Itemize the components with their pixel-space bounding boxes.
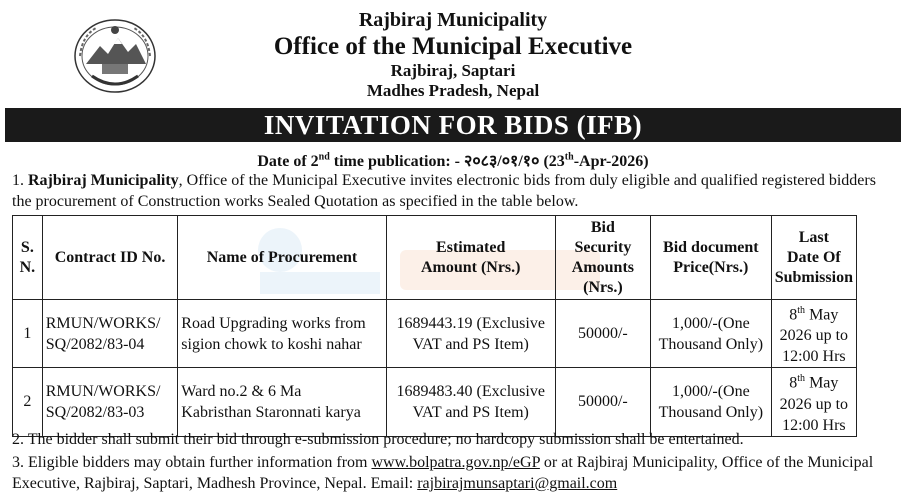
cell-document-price: 1,000/-(One Thousand Only): [650, 368, 771, 436]
header-bid-security: Bid Security Amounts (Nrs.): [555, 216, 650, 300]
office-name: Office of the Municipal Executive: [273, 33, 633, 60]
cell-procurement-name: Road Upgrading works from sigion chowk to koshi nahar: [178, 300, 386, 368]
cell-bid-security: 50000/-: [555, 368, 650, 436]
cell-estimated-amount: 1689443.19 (Exclusive VAT and PS Item): [386, 300, 555, 368]
header-estimated-amount: Estimated Amount (Nrs.): [386, 216, 555, 300]
pub-date-nepali: २०८३/०१/१०: [464, 153, 540, 170]
paragraph-3: [12, 452, 896, 494]
header-sn: S. N.: [13, 216, 43, 300]
cell-estimated-amount: 1689483.40 (Exclusive VAT and PS Item): [386, 368, 555, 436]
table-row: [13, 368, 857, 436]
email-link[interactable]: rajbirajmunsaptari@gmail.com: [417, 475, 618, 492]
header-last-date: Last Date Of Submission: [771, 216, 856, 300]
pub-date-en-prefix: (23: [539, 153, 565, 170]
table-header-row: [13, 216, 857, 300]
pub-date-en-sup: th: [564, 151, 574, 163]
office-location: Rajbiraj, Saptari: [390, 61, 516, 80]
header-contract-id: Contract ID No.: [42, 216, 178, 300]
cell-last-date: 8th May 2026 up to 12:00 Hrs: [771, 368, 856, 436]
cell-document-price: 1,000/-(One Thousand Only): [650, 300, 771, 368]
para3-middle: or at Rajbiraj Municipality, Office of the Municipal Executive, Rajbiraj, Saptari, Madhesh Province, Nepal. Email:: [12, 454, 874, 492]
pub-label-prefix: Date of 2: [257, 153, 319, 170]
pub-label-sup: nd: [318, 151, 330, 163]
para3-prefix: 3. Eligible bidders may obtain further information from: [12, 454, 372, 471]
paragraph-1: [12, 170, 896, 212]
cell-contract-id: RMUN/WORKS/ SQ/2082/83-03: [42, 368, 178, 436]
para1-bold: Rajbiraj Municipality: [28, 172, 179, 189]
header-procurement-name: Name of Procurement: [178, 216, 386, 300]
para1-number: 1.: [12, 172, 28, 189]
para1-rest: , Office of the Municipal Executive invites electronic bids from duly eligible and qualified registered bidders the procurement of Construction works Sealed Quotation as specified in the table below.: [12, 172, 876, 210]
cell-procurement-name: Ward no.2 & 6 Ma Kabristhan Staronnati karya: [178, 368, 386, 436]
pub-label-suffix: time publication: -: [329, 153, 464, 170]
header-document-price: Bid document Price(Nrs.): [650, 216, 771, 300]
bolpatra-link[interactable]: www.bolpatra.gov.np/eGP: [371, 454, 540, 471]
cell-bid-security: 50000/-: [555, 300, 650, 368]
cell-sn: 2: [13, 368, 43, 436]
paragraph-2: 2. The bidder shall submit their bid through e-submission procedure; no hardcopy submission shall be entertained.: [12, 431, 744, 448]
publication-date: [0, 149, 906, 171]
bids-table: [12, 215, 857, 437]
ifb-title-banner: INVITATION FOR BIDS (IFB): [5, 108, 901, 142]
cell-sn: 1: [13, 300, 43, 368]
municipality-name: Rajbiraj Municipality: [358, 9, 548, 31]
pub-date-en-suffix: -Apr-2026): [573, 153, 649, 170]
office-header: [0, 8, 906, 101]
table-row: [13, 300, 857, 368]
office-province: Madhes Pradesh, Nepal: [366, 81, 540, 100]
cell-last-date: 8th May 2026 up to 12:00 Hrs: [771, 300, 856, 368]
cell-contract-id: RMUN/WORKS/ SQ/2082/83-04: [42, 300, 178, 368]
